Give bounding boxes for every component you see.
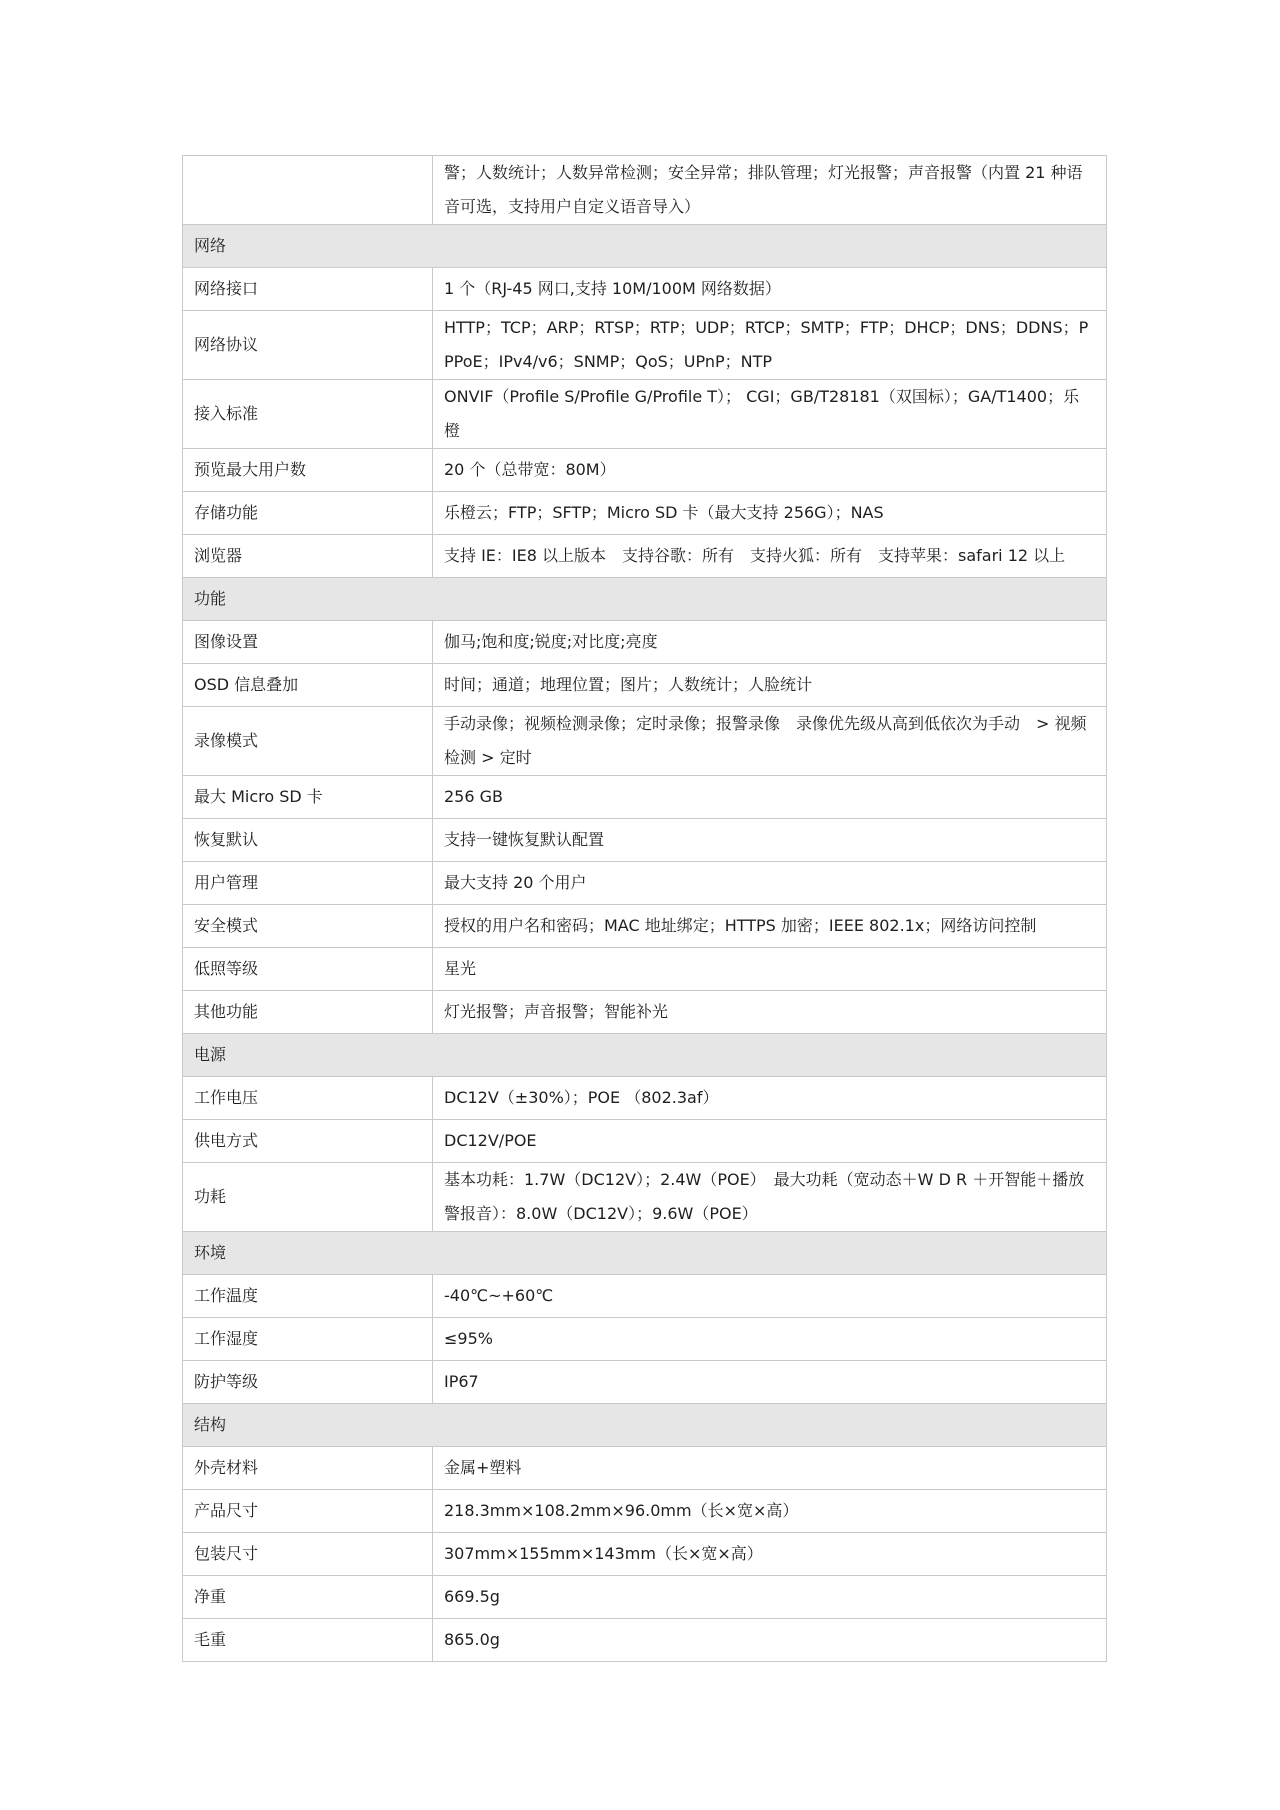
table-row [183, 991, 1107, 1034]
spec-label [183, 156, 433, 225]
spec-label: 网络协议 [183, 311, 433, 380]
spec-label: 录像模式 [183, 707, 433, 776]
spec-label: 功耗 [183, 1163, 433, 1232]
spec-value: 乐橙云；FTP；SFTP；Micro SD 卡（最大支持 256G）；NAS [433, 492, 1107, 535]
spec-label: 安全模式 [183, 905, 433, 948]
table-row [183, 156, 1107, 225]
spec-label: 用户管理 [183, 862, 433, 905]
section-title: 结构 [183, 1404, 1107, 1447]
spec-label: 存储功能 [183, 492, 433, 535]
spec-value: 1 个（RJ-45 网口,支持 10M/100M 网络数据） [433, 268, 1107, 311]
spec-label: 工作温度 [183, 1275, 433, 1318]
spec-value: 最大支持 20 个用户 [433, 862, 1107, 905]
spec-value: 授权的用户名和密码；MAC 地址绑定；HTTPS 加密；IEEE 802.1x；网络访问控制 [433, 905, 1107, 948]
spec-table [182, 155, 1107, 1662]
spec-label: 最大 Micro SD 卡 [183, 776, 433, 819]
table-row [183, 905, 1107, 948]
spec-label: 包装尺寸 [183, 1533, 433, 1576]
spec-value: 星光 [433, 948, 1107, 991]
table-row [183, 535, 1107, 578]
table-row [183, 1447, 1107, 1490]
spec-label: 毛重 [183, 1619, 433, 1662]
table-row [183, 1490, 1107, 1533]
spec-value: 基本功耗：1.7W（DC12V）；2.4W（POE） 最大功耗（宽动态＋W D R ＋开智能＋播放警报音）：8.0W（DC12V）；9.6W（POE） [433, 1163, 1107, 1232]
spec-label: 防护等级 [183, 1361, 433, 1404]
section-header-row [183, 1034, 1107, 1077]
spec-value: 伽马;饱和度;锐度;对比度;亮度 [433, 621, 1107, 664]
section-title: 功能 [183, 578, 1107, 621]
spec-label: 低照等级 [183, 948, 433, 991]
spec-value: 865.0g [433, 1619, 1107, 1662]
table-row [183, 1361, 1107, 1404]
spec-label: OSD 信息叠加 [183, 664, 433, 707]
spec-label: 网络接口 [183, 268, 433, 311]
spec-value: ≤95% [433, 1318, 1107, 1361]
section-header-row [183, 578, 1107, 621]
table-row [183, 1576, 1107, 1619]
table-row [183, 1533, 1107, 1576]
table-row [183, 707, 1107, 776]
spec-label: 图像设置 [183, 621, 433, 664]
spec-value: 669.5g [433, 1576, 1107, 1619]
spec-label: 净重 [183, 1576, 433, 1619]
spec-value: -40℃~+60℃ [433, 1275, 1107, 1318]
table-row [183, 621, 1107, 664]
table-row [183, 1275, 1107, 1318]
spec-value: 支持 IE：IE8 以上版本 支持谷歌：所有 支持火狐：所有 支持苹果：safari 12 以上 [433, 535, 1107, 578]
table-row [183, 1163, 1107, 1232]
spec-value: DC12V（±30%）；POE （802.3af） [433, 1077, 1107, 1120]
section-header-row [183, 1232, 1107, 1275]
spec-value: 灯光报警；声音报警；智能补光 [433, 991, 1107, 1034]
spec-value: 警；人数统计；人数异常检测；安全异常；排队管理；灯光报警；声音报警（内置 21 种语音可选，支持用户自定义语音导入） [433, 156, 1107, 225]
spec-label: 接入标准 [183, 380, 433, 449]
spec-label: 外壳材料 [183, 1447, 433, 1490]
spec-value: DC12V/POE [433, 1120, 1107, 1163]
section-title: 环境 [183, 1232, 1107, 1275]
spec-value: 时间；通道；地理位置；图片；人数统计；人脸统计 [433, 664, 1107, 707]
spec-table-body [183, 156, 1107, 1662]
spec-value: 支持一键恢复默认配置 [433, 819, 1107, 862]
spec-value: ONVIF（Profile S/Profile G/Profile T）； CGI；GB/T28181（双国标）；GA/T1400；乐橙 [433, 380, 1107, 449]
table-row [183, 492, 1107, 535]
table-row [183, 948, 1107, 991]
table-row [183, 1077, 1107, 1120]
spec-label: 恢复默认 [183, 819, 433, 862]
spec-value: 307mm×155mm×143mm（长×宽×高） [433, 1533, 1107, 1576]
spec-label: 浏览器 [183, 535, 433, 578]
section-header-row [183, 1404, 1107, 1447]
table-row [183, 268, 1107, 311]
table-row [183, 862, 1107, 905]
spec-value: 20 个（总带宽：80M） [433, 449, 1107, 492]
table-row [183, 776, 1107, 819]
section-title: 网络 [183, 225, 1107, 268]
spec-label: 供电方式 [183, 1120, 433, 1163]
section-header-row [183, 225, 1107, 268]
table-row [183, 1318, 1107, 1361]
spec-label: 工作湿度 [183, 1318, 433, 1361]
table-row [183, 1120, 1107, 1163]
spec-label: 其他功能 [183, 991, 433, 1034]
section-title: 电源 [183, 1034, 1107, 1077]
spec-value: 手动录像；视频检测录像；定时录像；报警录像 录像优先级从高到低依次为手动 > 视频检测 > 定时 [433, 707, 1107, 776]
spec-label: 预览最大用户数 [183, 449, 433, 492]
spec-value: 256 GB [433, 776, 1107, 819]
spec-value: 218.3mm×108.2mm×96.0mm（长×宽×高） [433, 1490, 1107, 1533]
spec-value: 金属+塑料 [433, 1447, 1107, 1490]
table-row [183, 311, 1107, 380]
table-row [183, 664, 1107, 707]
spec-label: 工作电压 [183, 1077, 433, 1120]
table-row [183, 380, 1107, 449]
spec-label: 产品尺寸 [183, 1490, 433, 1533]
spec-value: HTTP；TCP；ARP；RTSP；RTP；UDP；RTCP；SMTP；FTP；DHCP；DNS；DDNS；PPPoE；IPv4/v6；SNMP；QoS；UPnP；NTP [433, 311, 1107, 380]
table-row [183, 1619, 1107, 1662]
table-row [183, 819, 1107, 862]
spec-value: IP67 [433, 1361, 1107, 1404]
table-row [183, 449, 1107, 492]
